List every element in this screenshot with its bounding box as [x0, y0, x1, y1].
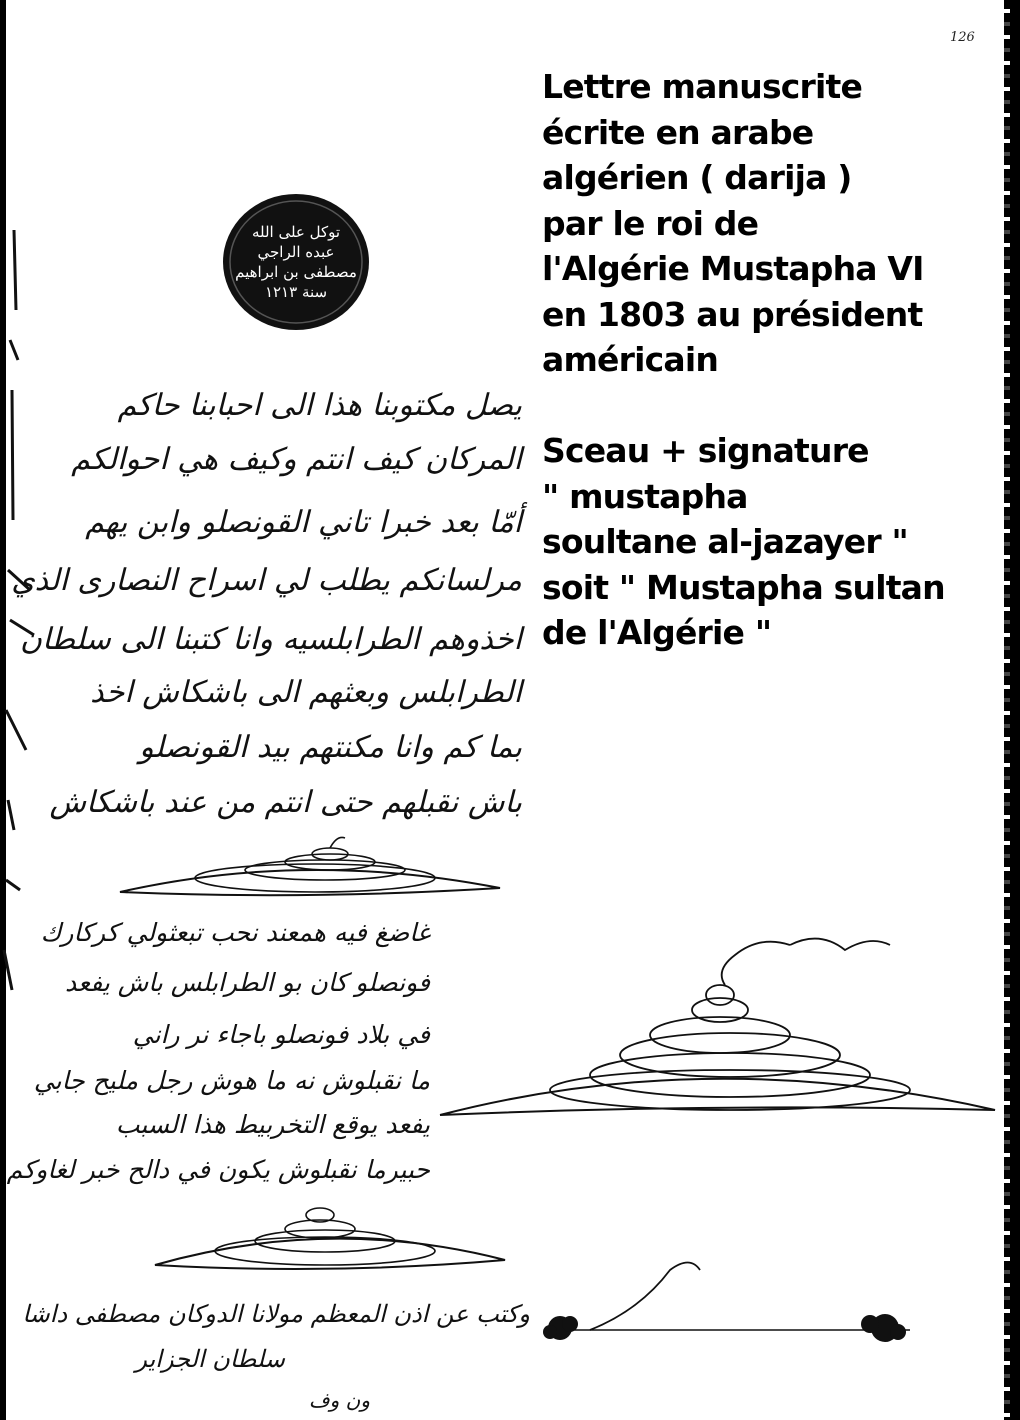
- list-item: حبيرما نقبلوش يكون في دالح خبر لغاوكم: [6, 1155, 430, 1184]
- letter-line: الطرابلس وبعثهم الى باشكاش اخذ: [90, 675, 522, 710]
- caption-line: algérien ( darija ): [542, 158, 852, 197]
- ink-blot: [861, 1314, 906, 1342]
- footer-mark: ون وف: [308, 1388, 370, 1412]
- closing-line: سلطان الجزاير: [135, 1345, 285, 1373]
- letter-line: مرلسانكم يطلب لي اسراح النصارى الذي: [11, 563, 522, 598]
- letter-line: المركان كيف انتم وكيف هي احوالكم: [71, 442, 522, 477]
- list-item: في بلاد فونصلو باجاء نر راني: [132, 1020, 430, 1049]
- list-item: ما نقبلوش نه ما هوش رجل مليح جابي: [33, 1066, 430, 1095]
- caption: [542, 64, 1012, 656]
- list-item: يفعد يوقع التخربيط هذا السبب: [115, 1110, 430, 1139]
- letter-line: أمّا بعد خبرا تاني القونصلو وابن يهم: [85, 505, 522, 540]
- margin-ink-marks: [0, 190, 40, 1050]
- caption-line: Lettre manuscrite: [542, 67, 863, 106]
- caption-line: américain: [542, 340, 719, 379]
- seal-caption-line: de l'Algérie ": [542, 613, 772, 652]
- seal-line: توكل على الله: [251, 223, 341, 241]
- letter-line: بما كم وانا مكنتهم بيد القونصلو: [139, 730, 522, 765]
- flourish: [430, 925, 1000, 1125]
- letter-line: يصل مكتوبنا هذا الى احبابنا حاكم: [117, 388, 522, 423]
- caption-line: par le roi de: [542, 203, 759, 243]
- seal-line: مصطفى بن ابراهيم: [235, 263, 357, 281]
- caption-line: en 1803 au président: [542, 294, 923, 334]
- caption-gap: [542, 383, 1012, 429]
- seal-caption-line: Sceau + signature: [542, 431, 869, 470]
- letter-line: باش نقبلهم حتى انتم من عند باشكاش: [49, 785, 522, 820]
- ink-blot: [543, 1316, 578, 1340]
- flourish: [150, 1195, 510, 1285]
- seal-line: سنة ١٢١٣: [264, 283, 328, 301]
- seal-inscription: [221, 192, 371, 332]
- seal-caption-line: soit " Mustapha sultan: [542, 567, 945, 607]
- list-item: فونصلو كان بو الطرابلس باش يفعد: [65, 968, 430, 997]
- letter-line: اخذوهم الطرابلسيه وانا كتبنا الى سلطان: [20, 622, 522, 657]
- caption-line: écrite en arabe: [542, 112, 814, 152]
- seal-caption-line: " mustapha: [542, 476, 748, 516]
- seal-line: عبده الراجي: [257, 243, 335, 261]
- caption-line: l'Algérie Mustapha VI: [542, 249, 924, 288]
- page-number: 126: [950, 30, 975, 45]
- list-item: غاضغ فيه همعند نحب تبعثولي كركارك: [40, 918, 430, 947]
- flourish: [115, 830, 505, 910]
- signature-flourish: [530, 1250, 930, 1360]
- seal-caption-line: soultane al-jazayer ": [542, 522, 908, 561]
- closing-line: وكتب عن اذن المعظم مولانا الدوكان مصطفى داشا: [22, 1300, 530, 1328]
